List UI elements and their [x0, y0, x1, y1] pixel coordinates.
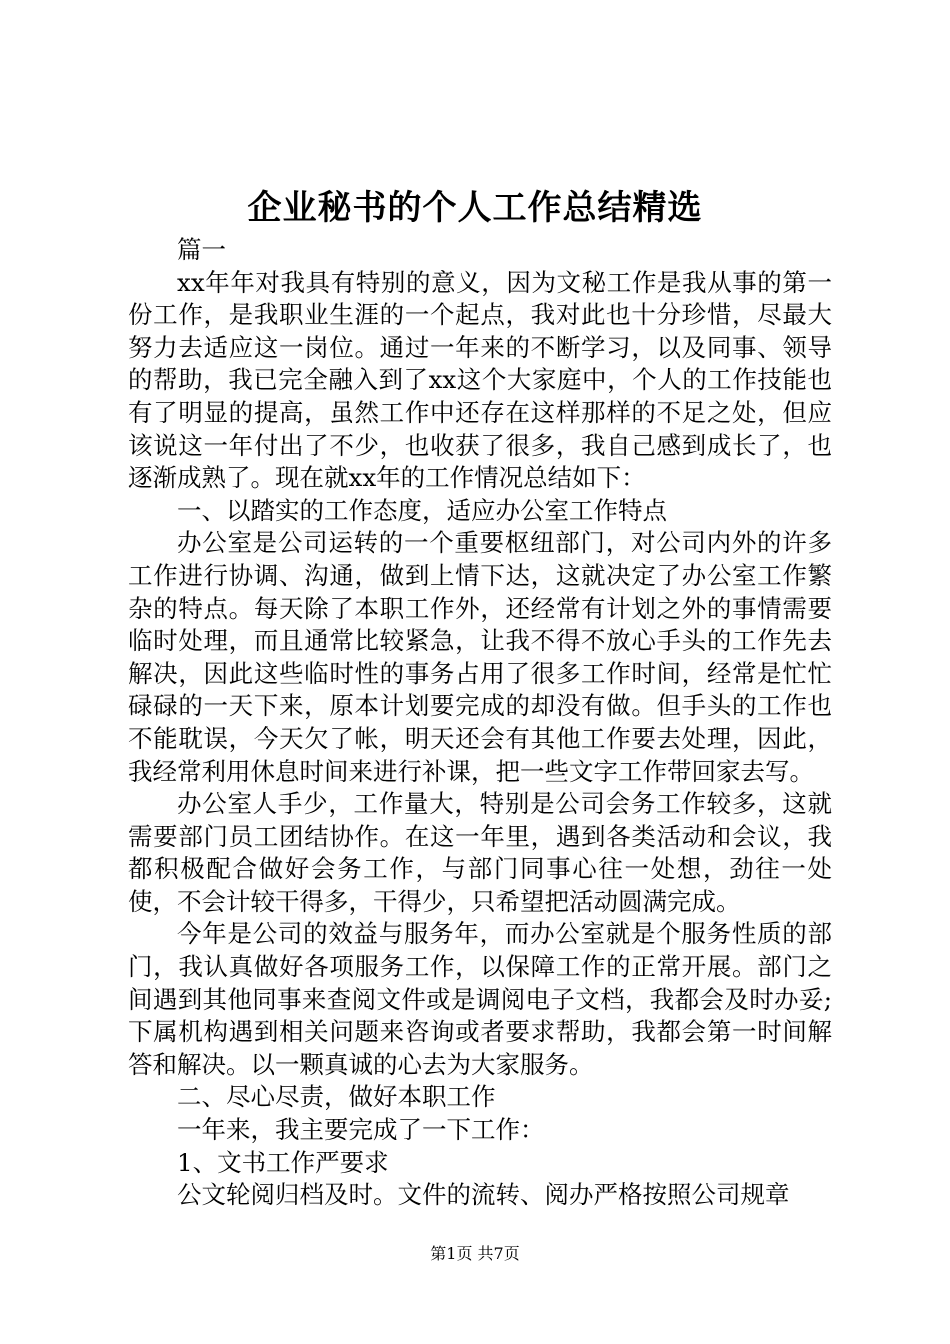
subsection-heading: 1、文书工作严要求	[177, 1147, 389, 1177]
document-body	[128, 234, 832, 1212]
body-paragraph: 一年来，我主要完成了一下工作：	[177, 1115, 545, 1145]
body-paragraph: 公文轮阅归档及时。文件的流转、阅办严格按照公司规章	[177, 1180, 790, 1210]
body-paragraph: xx年年对我具有特别的意义，因为文秘工作是我从事的第一份工作，是我职业生涯的一个起点，我对此也十分珍惜，尽最大努力去适应这一岗位。通过一年来的不断学习，以及同事、领导的帮助，我已完全融入到了xx这个大家庭中，个人的工作技能也有了明显的提高，虽然工作中还存在这样那样的不足之处，但应该说这一年付出了不少，也收获了很多，我自己感到成长了，也逐渐成熟了。现在就xx年的工作情况总结如下：	[128, 267, 832, 493]
body-paragraph: 办公室人手少，工作量大，特别是公司会务工作较多，这就需要部门员工团结协作。在这一年里，遇到各类活动和会议，我都积极配合做好会务工作，与部门同事心往一处想，劲往一处使，不会计较干得多，干得少，只希望把活动圆满完成。	[128, 789, 832, 916]
section-label: 篇一	[177, 235, 226, 264]
page-footer: 第1页 共7页	[430, 1244, 520, 1263]
section-heading: 一、以踏实的工作态度，适应办公室工作特点	[177, 495, 667, 525]
body-paragraph: 办公室是公司运转的一个重要枢纽部门，对公司内外的许多工作进行协调、沟通，做到上情下达，这就决定了办公室工作繁杂的特点。每天除了本职工作外，还经常有计划之外的事情需要临时处理，而且通常比较紧急，让我不得不放心手头的工作先去解决，因此这些临时性的事务占用了很多工作时间，经常是忙忙碌碌的一天下来，原本计划要完成的却没有做。但手头的工作也不能耽误，今天欠了帐，明天还会有其他工作要去处理，因此，我经常利用休息时间来进行补课，把一些文字工作带回家去写。	[128, 528, 832, 786]
body-paragraph: 今年是公司的效益与服务年，而办公室就是个服务性质的部门，我认真做好各项服务工作，以保障工作的正常开展。部门之间遇到其他同事来查阅文件或是调阅电子文档，我都会及时办妥;下属机构遇到相关问题来咨询或者要求帮助，我都会第一时间解答和解决。以一颗真诚的心去为大家服务。	[128, 919, 832, 1079]
section-heading: 二、尽心尽责，做好本职工作	[177, 1082, 496, 1112]
document-title: 企业秘书的个人工作总结精选	[247, 188, 703, 228]
